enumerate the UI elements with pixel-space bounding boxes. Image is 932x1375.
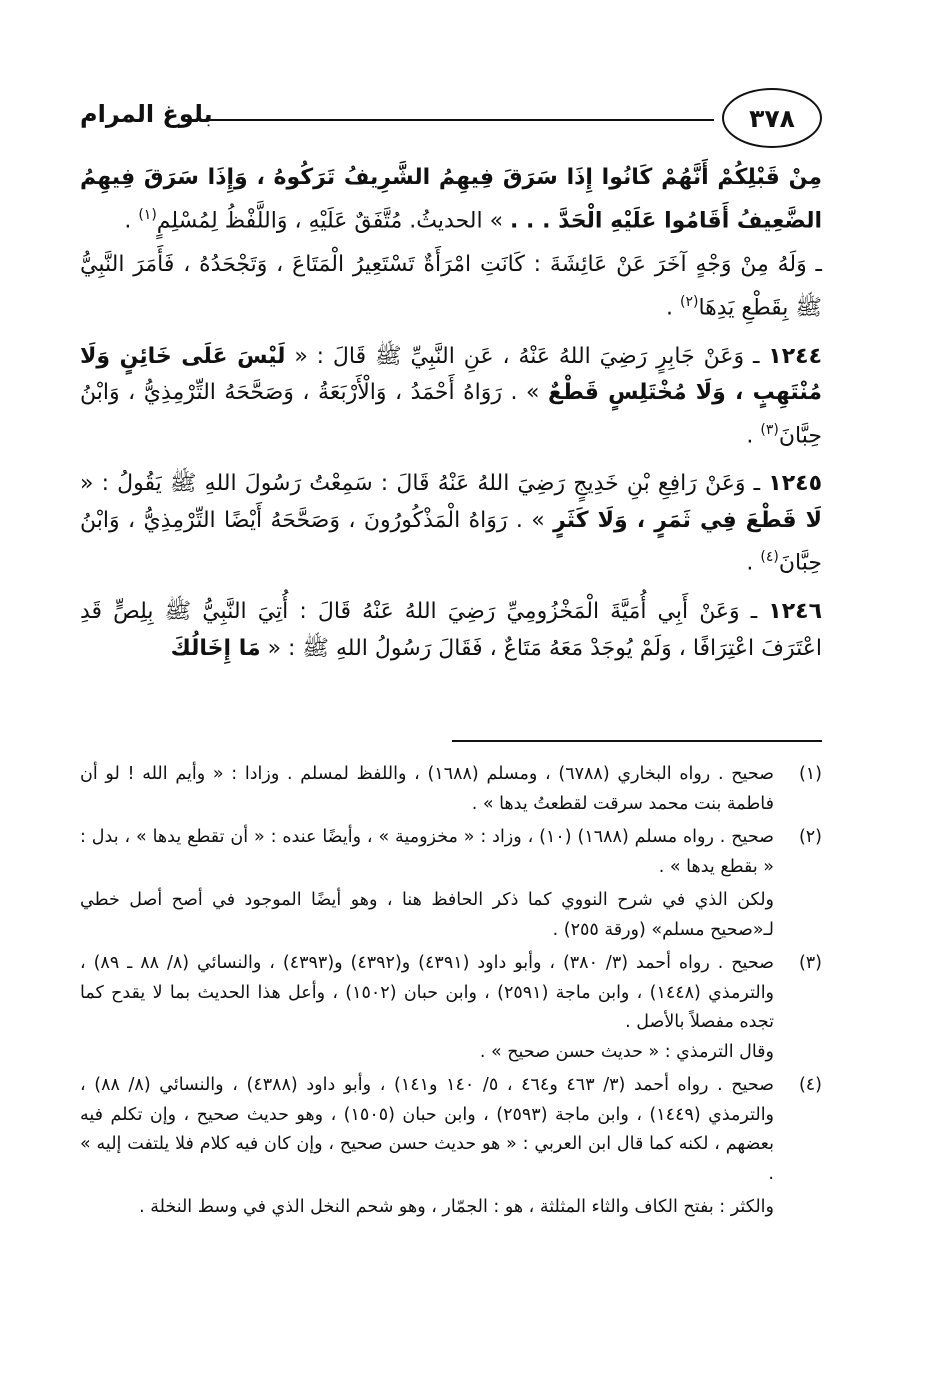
footnote-3 — [80, 949, 822, 1038]
footnote-ref: (٤) — [760, 549, 779, 566]
hadith-matn: لَيْسَ عَلَى خَائِنٍ وَلَا مُنْتَهِبٍ ، وَلَا مُخْتَلِسٍ قَطْعٌ — [80, 343, 822, 406]
paragraph-end: . — [124, 207, 139, 233]
footnote-1 — [80, 760, 822, 819]
footnote-number: (٢) — [798, 827, 822, 847]
footnote-number: (٣) — [798, 953, 822, 973]
paragraph-continuation — [80, 160, 822, 239]
footnote-4 — [80, 1071, 822, 1189]
footnotes — [80, 760, 822, 1223]
hadith-number: ١٢٤٥ — [768, 471, 822, 497]
paragraph-end: . — [665, 295, 680, 321]
hadith-1245 — [80, 466, 822, 582]
hadith-source: » . رَوَاهُ أَحْمَدُ ، وَالْأَرْبَعَةُ ، وَصَحَّحَهُ التِّرْمِذِيُّ ، وَابْنُ حِبَّانَ — [80, 380, 822, 448]
hadith-source: » الحديثُ. مُتَّفَقٌ عَلَيْهِ ، وَاللَّفْظُ لِمُسْلِمٍ — [156, 207, 511, 233]
footnote-text: صحيح . رواه البخاري (٦٧٨٨) ، ومسلم (١٦٨٨) ، واللفظ لمسلم . وزادا : « وأيم الله ! لو أن فاطمة بنت محمد سرقت لقطعتُ يدها » . — [80, 764, 774, 814]
footnote-number: (١) — [798, 764, 822, 784]
header-rule — [208, 119, 714, 121]
footnote-text: صحيح . رواه مسلم (١٦٨٨) (١٠) ، وزاد : « مخزومية » ، وأيضًا عنده : « أن تقطع يدها » ، بدل : « بقطع يدها » . — [80, 827, 774, 877]
page-header — [80, 88, 822, 152]
hadith-1246 — [80, 594, 822, 667]
hadith-number: ١٢٤٤ — [768, 343, 822, 369]
page-number: ٣٧٨ — [722, 88, 822, 148]
footnote-3-continuation: وقال الترمذي : « حديث حسن صحيح » . — [479, 1041, 774, 1062]
footnote-ref: (٢) — [679, 293, 699, 310]
hadith-matn: لَا قَطْعَ فِي ثَمَرٍ ، وَلَا كَثَرٍ — [553, 507, 822, 533]
hadith-continuation-text: مِنْ قَبْلِكُمْ أَنَّهُمْ كَانُوا إِذَا سَرَقَ فِيهِمُ الشَّرِيفُ تَرَكُوهُ ، وَإِذَا سَرَقَ فِيهِمُ الضَّعِيفُ أَقَامُوا عَلَيْهِ الْحَدَّ . . . — [80, 165, 822, 233]
hadith-intro: ـ وَعَنْ أَبِي أُمَيَّةَ الْمَخْزُومِيِّ رَضِيَ اللهُ عَنْهُ قَالَ : أُتِيَ النَّبِيُّ ﷺ بِلِصٍّ قَدِ اعْتَرَفَ اعْتِرَافًا ، وَلَمْ يُوجَدْ مَعَهُ مَتَاعٌ ، فَقَالَ رَسُولُ اللهِ ﷺ : « — [80, 599, 822, 661]
footnote-2 — [80, 823, 822, 882]
footnote-2-continuation: ولكن الذي في شرح النووي كما ذكر الحافظ هنا ، وهو أيضًا الموجود في أصح أصل خطي لـ«صحيح مسلم» (ورقة ٢٥٥) . — [80, 890, 774, 940]
paragraph-end: . — [746, 550, 761, 576]
footnote-ref: (٣) — [760, 421, 779, 438]
paragraph-aisha — [80, 247, 822, 326]
hadith-number: ١٢٤٦ — [768, 599, 822, 625]
aisha-text: ـ وَلَهُ مِنْ وَجْهٍ آخَرَ عَنْ عَائِشَةَ : كَانَتِ امْرَأَةٌ تَسْتَعِيرُ الْمَتَاعَ ، وَتَجْحَدُهُ ، فَأَمَرَ النَّبِيُّ ﷺ بِقَطْعِ يَدِهَا — [80, 252, 822, 321]
footnote-text: صحيح . رواه أحمد (٣/ ٤٦٣ و٤٦٤ ، ٥/ ١٤٠ و١٤١) ، وأبو داود (٤٣٨٨) ، والنسائي (٨/ ٨٨) ، والترمذي (١٤٤٩) ، وابن ماجة (٢٥٩٣) ، وابن حبان (١٥٠٥) ، وهو حديث صحيح ، وإن تكلم فيه بعضهم ، لكنه كما قال ابن العربي : « هو حديث حسن صحيح ، وإن كان فيه كلام فلا يلتفت إليه » . — [80, 1075, 775, 1184]
footnote-ref: (١) — [138, 206, 157, 223]
running-title: بلوغ المرام — [80, 100, 213, 128]
footnote-text: صحيح . رواه أحمد (٣/ ٣٨٠) ، وأبو داود (٤٣٩١) و(٤٣٩٢) و(٤٣٩٣) ، والنسائي (٨/ ٨٨ ـ ٨٩) ، والترمذي (١٤٤٨) ، وابن ماجة (٢٥٩١) ، وابن حبان (١٥٠٢) ، وأعل هذا الحديث بما لا يقدح كما تجده مفصلاً بالأصل . — [80, 953, 775, 1032]
hadith-intro: ـ وَعَنْ رَافِعِ بْنِ خَدِيجٍ رَضِيَ اللهُ عَنْهُ قَالَ : سَمِعْتُ رَسُولَ اللهِ ﷺ يَقُولُ : « — [80, 471, 769, 497]
paragraph-end: . — [746, 422, 761, 448]
footnote-4-continuation: والكثر : بفتح الكاف والثاء المثلثة ، هو : الجمّار ، وهو شحم النخل الذي في وسط النخلة . — [139, 1197, 774, 1217]
hadith-intro: ـ وَعَنْ جَابِرٍ رَضِيَ اللهُ عَنْهُ ، عَنِ النَّبِيِّ ﷺ قَالَ : « — [285, 343, 769, 369]
hadith-source: » . رَوَاهُ الْمَذْكُورُونَ ، وَصَحَّحَهُ أَيْضًا التِّرْمِذِيُّ ، وَابْنُ حِبَّانَ — [80, 507, 822, 576]
hadith-matn: مَا إِخَالُكَ — [170, 635, 261, 661]
hadith-1244 — [80, 339, 822, 455]
footnote-separator — [452, 740, 822, 742]
main-text — [80, 160, 822, 667]
footnote-number: (٤) — [798, 1075, 822, 1095]
